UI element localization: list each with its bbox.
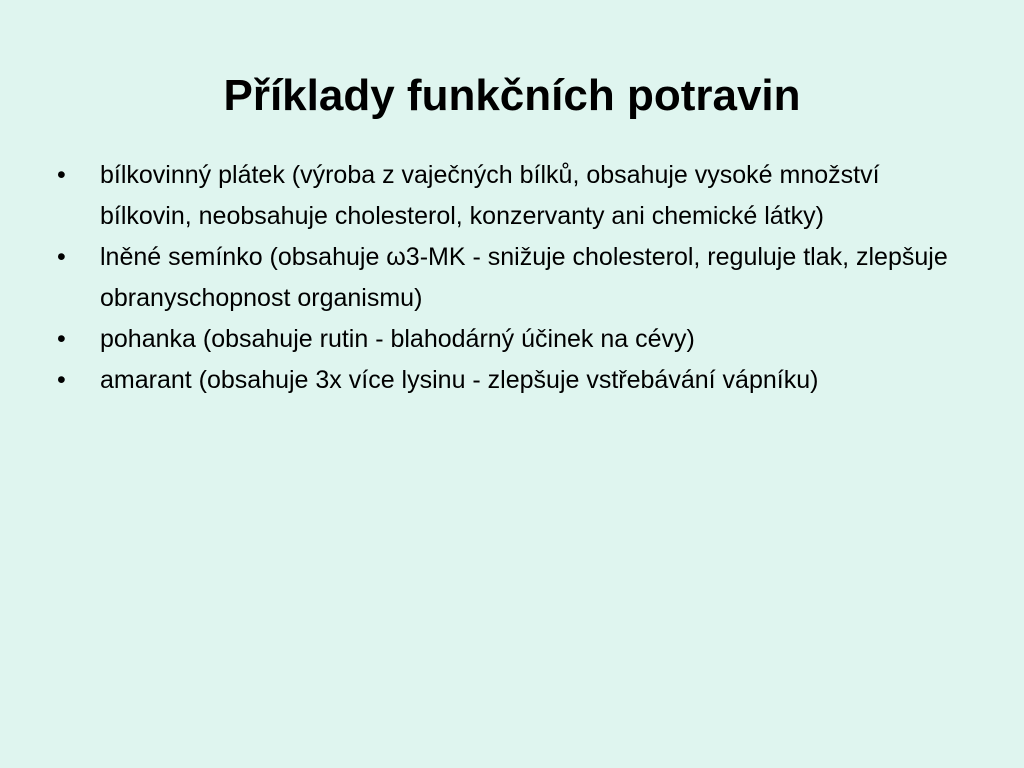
- bullet-item-buckwheat: [55, 319, 975, 360]
- bullet-text: bílkovinný plátek (výroba z vaječných bílků, obsahuje vysoké množství bílkovin, neobsahuje cholesterol, konzervanty ani chemické látky): [100, 161, 880, 230]
- bullet-marker: •: [57, 161, 66, 189]
- bullet-item-protein-slice: [55, 155, 975, 237]
- bullet-item-flaxseed: [55, 237, 975, 319]
- bullet-list: [55, 155, 975, 401]
- slide-title: Příklady funkčních potravin: [223, 71, 801, 120]
- bullet-marker: •: [57, 366, 66, 394]
- bullet-item-amaranth: [55, 360, 975, 401]
- bullet-text: lněné semínko (obsahuje ω3-MK - snižuje cholesterol, reguluje tlak, zlepšuje obranyschopnost organismu): [100, 243, 948, 312]
- bullet-text: pohanka (obsahuje rutin - blahodárný účinek na cévy): [100, 325, 695, 353]
- bullet-text: amarant (obsahuje 3x více lysinu - zlepšuje vstřebávání vápníku): [100, 366, 819, 394]
- bullet-marker: •: [57, 325, 66, 353]
- bullet-marker: •: [57, 243, 66, 271]
